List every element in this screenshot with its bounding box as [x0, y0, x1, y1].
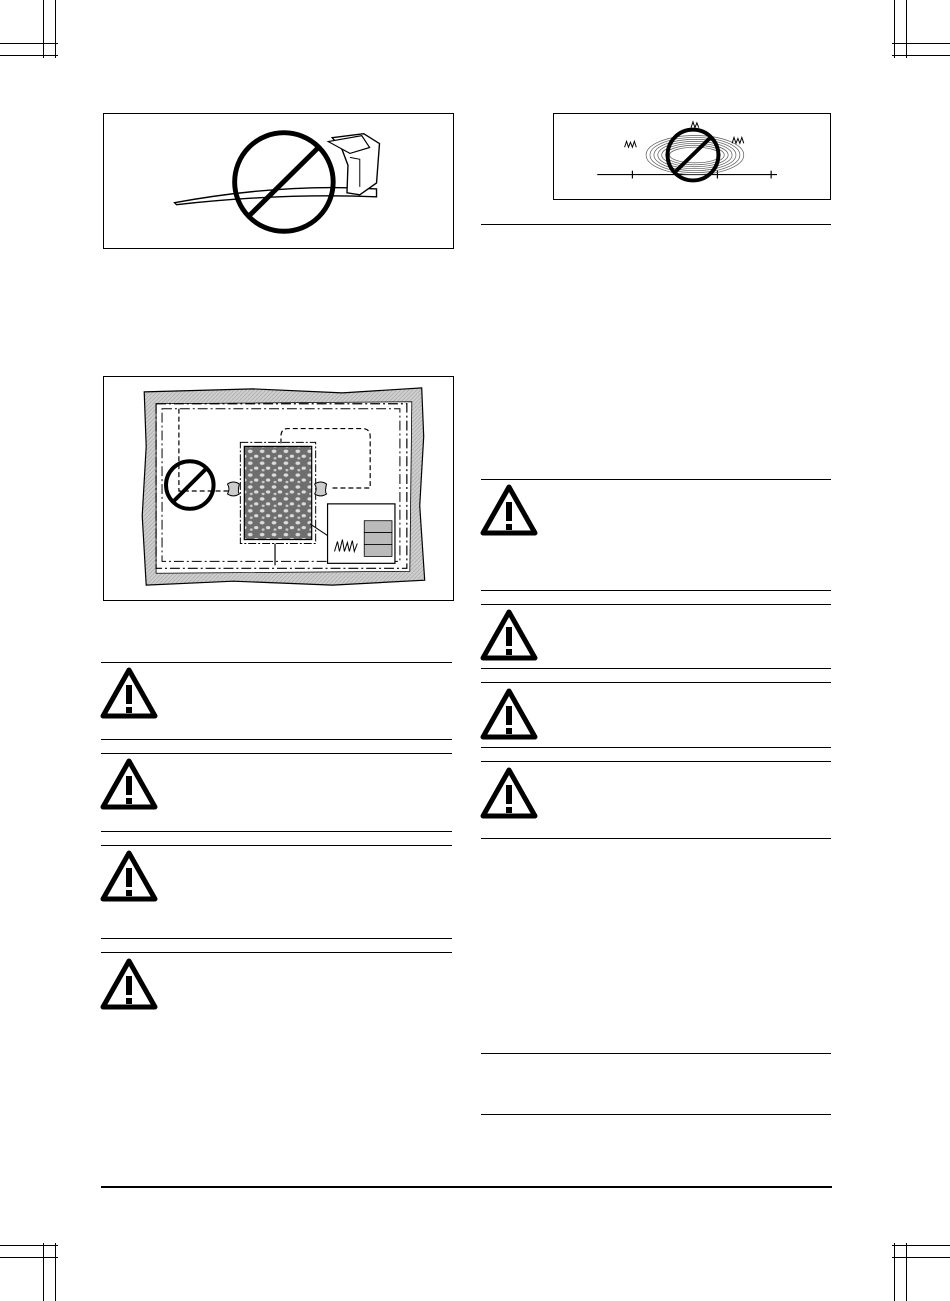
divider [481, 479, 831, 480]
crop-mark-bl-v2 [55, 1243, 56, 1301]
divider [101, 753, 452, 754]
charging-station-illustration [104, 114, 453, 248]
crop-mark-br-v2 [906, 1243, 907, 1301]
crop-mark-tl-v2 [55, 0, 56, 58]
crop-mark-tl-h [0, 43, 58, 44]
divider [101, 938, 452, 939]
warning-triangle-icon [480, 688, 538, 740]
crop-mark-bl-h [0, 1245, 58, 1246]
divider [481, 682, 831, 683]
footer-rule [101, 1186, 832, 1188]
divider [101, 845, 452, 846]
crop-mark-br-v [894, 1243, 895, 1301]
crop-mark-tr-h [892, 43, 950, 44]
crop-mark-tl-v [43, 0, 44, 58]
warning-triangle-icon [480, 484, 538, 536]
divider [481, 668, 831, 669]
warning-triangle-icon [480, 609, 538, 661]
prohibition-icon [235, 133, 334, 232]
divider [101, 831, 452, 832]
divider [481, 761, 831, 762]
divider [481, 590, 831, 591]
warning-triangle-icon [100, 667, 158, 719]
warning-triangle-icon [100, 850, 158, 902]
figure-charging-station-prohibited [103, 113, 454, 249]
divider [101, 739, 452, 740]
figure-coiled-wire-prohibited [553, 113, 831, 200]
divider [101, 952, 452, 953]
warning-triangle-icon [100, 958, 158, 1010]
divider [481, 747, 831, 748]
crop-mark-tr-h2 [892, 55, 950, 56]
divider [101, 662, 452, 663]
divider [481, 1053, 831, 1054]
divider [481, 838, 831, 839]
coiled-wire-illustration [554, 114, 830, 199]
warning-triangle-icon [480, 767, 538, 819]
warning-triangle-icon [100, 758, 158, 810]
divider [481, 604, 831, 605]
crop-mark-tr-v2 [906, 0, 907, 58]
figure-boundary-wire-obstacle [103, 376, 454, 601]
crop-mark-br-h2 [892, 1257, 950, 1258]
divider [481, 1114, 831, 1115]
work-area-illustration [104, 377, 453, 600]
crop-mark-bl-h2 [0, 1257, 58, 1258]
crop-mark-tr-v [894, 0, 895, 58]
divider [481, 224, 831, 225]
crop-mark-tl-h2 [0, 55, 58, 56]
crop-mark-br-h [892, 1245, 950, 1246]
crop-mark-bl-v [43, 1243, 44, 1301]
